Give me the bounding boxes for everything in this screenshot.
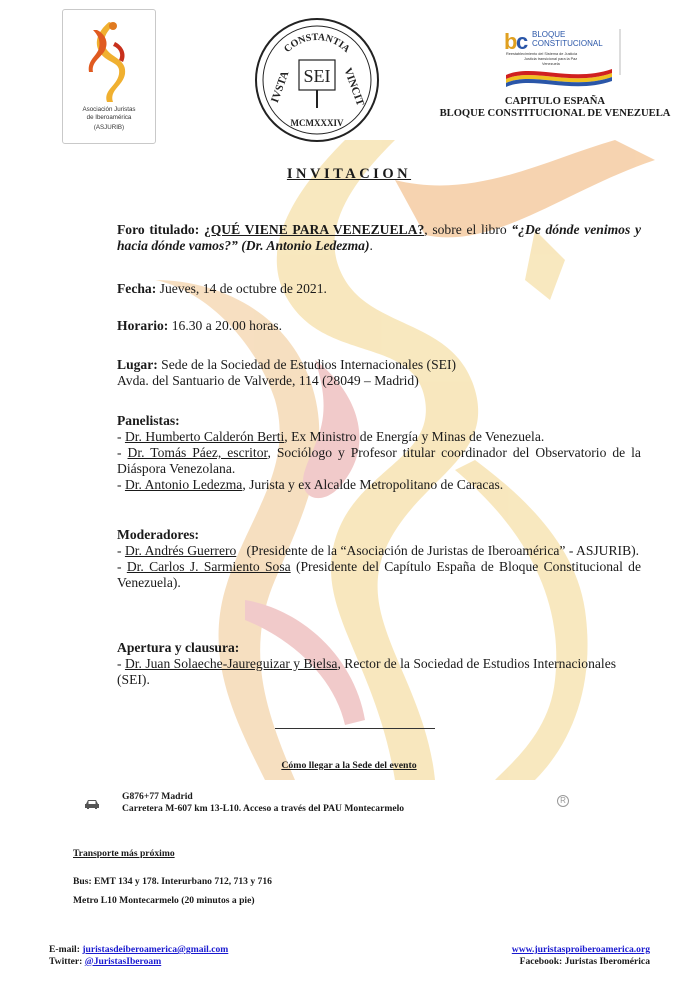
moderador-item: - Dr. Andrés Guerrero (Presidente de la “Asociación de Juristas de Iberoamérica” - ASJURIB). (117, 543, 640, 558)
lugar-block (117, 357, 641, 389)
svg-text:CONSTANTIA (282, 32, 352, 56)
horario-value: 16.30 a 20.00 horas. (168, 318, 282, 333)
direccion-line2: Carretera M-607 km 13-L10. Acceso a través del PAU Montecarmelo (122, 802, 405, 814)
fecha-line (117, 281, 641, 297)
email-link[interactable]: juristasdeiberoamerica@gmail.com (82, 944, 229, 955)
seal-top-text: CONSTANTIA (282, 31, 352, 56)
footer-contacts (49, 944, 228, 967)
section-divider (275, 728, 435, 729)
bc-tagline3: Venezuela (542, 62, 560, 66)
apertura-heading: Apertura y clausura: (117, 640, 240, 655)
panelista-item: - Dr. Tomás Páez, escritor, Sociólogo y Profesor titular coordinador del Observatorio de la Diáspora Venezolana. (117, 445, 641, 476)
panelistas-block (117, 413, 641, 493)
bc-logo-line1: BLOQUE (532, 30, 566, 39)
bc-emblem-icon (502, 27, 632, 89)
invitation-title-text: INVITACION (286, 166, 412, 182)
sei-seal (253, 16, 381, 144)
panelista-desc: , Jurista y ex Alcalde Metropolitano de Caracas. (242, 477, 504, 492)
foro-end: . (369, 238, 373, 253)
svg-text:c: c (516, 29, 529, 54)
asjurib-logo-line: de Iberoamérica (86, 113, 132, 121)
transporte-metro: Metro L10 Montecarmelo (20 minutos a pie) (73, 895, 255, 906)
apertura-name: Dr. Juan Solaeche-Jaureguizar y Bielsa (124, 656, 338, 671)
bloque-constitucional-logo (502, 27, 632, 89)
panelistas-heading: Panelistas: (117, 413, 180, 428)
twitter-label: Twitter: (49, 955, 85, 967)
lugar-line1: Sede de la Sociedad de Estudios Internacionales (SEI) (157, 357, 456, 372)
seal-right-text: VINCIT (341, 66, 367, 108)
bc-tagline1: Reestablecimiento del Sistema de Justicia (506, 52, 578, 56)
apertura-block (117, 640, 641, 688)
car-icon (84, 798, 100, 810)
moderador-item: - Dr. Carlos J. Sarmiento Sosa (Presidente del Capítulo España de Bloque Constitucional de Venezuela). (117, 559, 641, 590)
email-label: E-mail: (49, 944, 83, 955)
fecha-label: Fecha: (117, 281, 157, 296)
capitulo-line2: BLOQUE CONSTITUCIONAL DE VENEZUELA (439, 108, 671, 119)
footer-web (478, 944, 650, 967)
seal-center-text: SEI (303, 66, 331, 86)
registered-mark: R (557, 795, 569, 807)
horario-label: Horario: (117, 318, 169, 333)
foro-name: ¿QUÉ VIENE PARA VENEZUELA? (203, 222, 425, 237)
foro-mid: , sobre el libro (424, 222, 507, 237)
moderador-name: Dr. Carlos J. Sarmiento Sosa (126, 559, 291, 574)
moderadores-block (117, 527, 641, 591)
moderador-name: Dr. Andrés Guerrero (124, 543, 237, 558)
website-link[interactable]: www.juristasproiberoamerica.org (511, 944, 650, 955)
asjurib-emblem-icon (79, 18, 139, 103)
foro-book: “¿De dónde venimos y hacia dónde vamos?” (Dr. Antonio Ledezma) (117, 222, 641, 253)
moderador-desc: (Presidente de la “Asociación de Juristas de Iberoamérica” - ASJURIB). (236, 543, 640, 558)
asjurib-logo-line: Asociación Juristas (82, 106, 136, 113)
direccion-block (122, 791, 404, 814)
panelista-name: Dr. Humberto Calderón Berti (124, 429, 285, 444)
asjurib-logo (62, 9, 156, 144)
apertura-desc: , Rector de la Sociedad de Estudios Internacionales (SEI). (117, 656, 617, 687)
facebook-text: Facebook: Juristas Iberomérica (519, 955, 650, 967)
foro-label: Foro titulado: (117, 222, 200, 237)
capitulo-line1: CAPITULO ESPAÑA (504, 96, 606, 107)
panelista-item: - Dr. Humberto Calderón Berti, Ex Ministro de Energía y Minas de Venezuela. (117, 429, 545, 444)
panelista-name: Dr. Tomás Páez, escritor (127, 445, 268, 460)
apertura-item: - Dr. Juan Solaeche-Jaureguizar y Bielsa, Rector de la Sociedad de Estudios Internacionales (SEI). (117, 656, 617, 687)
panelista-desc: , Ex Ministro de Energía y Minas de Venezuela. (284, 429, 545, 444)
capitulo-heading (430, 96, 680, 120)
seal-bottom-text: MCMXXXIV (290, 118, 344, 128)
twitter-link[interactable]: @JuristasIberoam (84, 955, 162, 967)
como-llegar-heading: Cómo llegar a la Sede del evento (281, 760, 417, 771)
panelista-name: Dr. Antonio Ledezma (124, 477, 243, 492)
direccion-line1: G876+77 Madrid (122, 791, 193, 802)
horario-line (117, 318, 641, 334)
bc-logo-line2: CONSTITUCIONAL (532, 39, 603, 48)
panelista-desc: , Sociólogo y Profesor titular coordinador del Observatorio de la Diáspora Venezolana. (117, 445, 641, 476)
lugar-label: Lugar: (117, 357, 158, 372)
seal-left-text: IVSTA (268, 69, 292, 105)
panelista-item: - Dr. Antonio Ledezma, Jurista y ex Alcalde Metropolitano de Caracas. (117, 477, 504, 492)
svg-text:b: b (504, 29, 518, 54)
invitation-title (0, 166, 698, 183)
bc-tagline2: Justicia transicional para la Paz (524, 57, 578, 61)
transporte-bus: Bus: EMT 134 y 178. Interurbano 712, 713 y 716 (73, 876, 272, 887)
moderadores-heading: Moderadores: (117, 527, 200, 542)
moderador-desc: (Presidente del Capítulo España de Bloque Constitucional de Venezuela). (117, 559, 641, 590)
transporte-heading: Transporte más próximo (73, 848, 175, 859)
lugar-line2: Avda. del Santuario de Valverde, 114 (28049 – Madrid) (117, 373, 419, 388)
asjurib-logo-line: (ASJURIB) (93, 124, 125, 132)
foro-paragraph (117, 222, 641, 254)
fecha-value: Jueves, 14 de octubre de 2021. (156, 281, 327, 296)
